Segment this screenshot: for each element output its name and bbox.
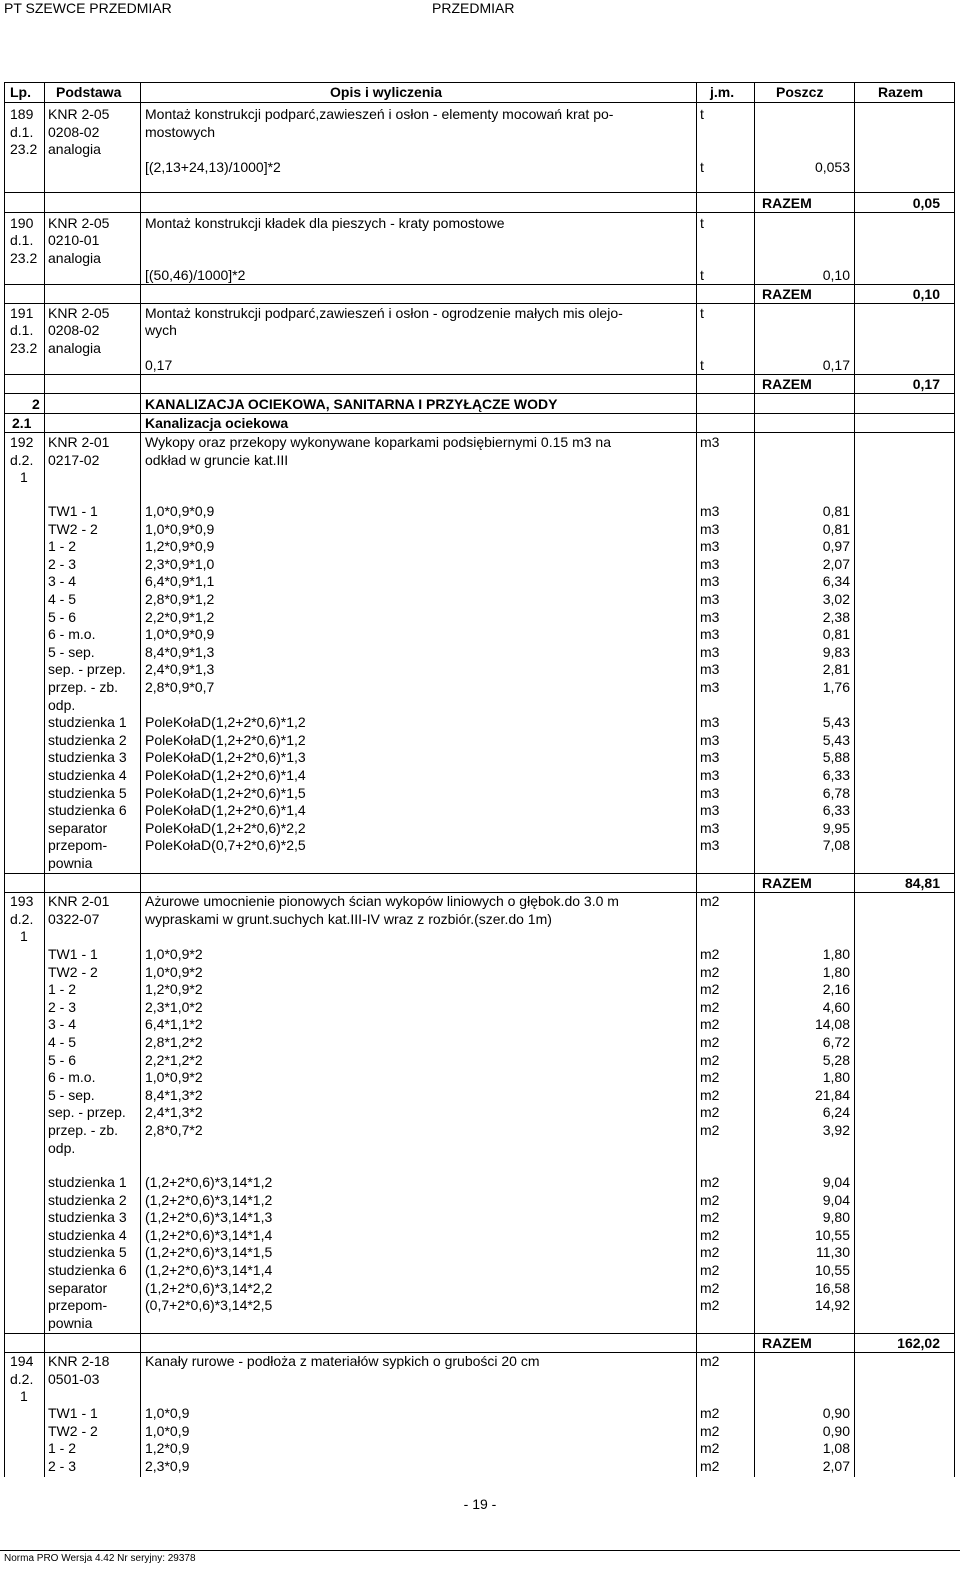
rule <box>4 303 955 304</box>
row-value: 7,08 <box>822 837 850 854</box>
row-value: 2,16 <box>822 981 850 998</box>
row-label: studzienka 4 <box>48 1226 127 1243</box>
row-formula: 1,0*0,9*0,9 <box>145 626 215 643</box>
row-formula: 8,4*1,3*2 <box>145 1086 203 1103</box>
opis: odkład w gruncie kat.III <box>145 452 289 468</box>
podstawa: 0501-03 <box>48 1371 100 1387</box>
razem-value: 84,81 <box>904 875 940 891</box>
jm: m2 <box>700 893 720 909</box>
calc-unit: t <box>700 267 704 283</box>
rule <box>4 374 955 375</box>
lp: 23.2 <box>10 250 38 266</box>
page-number: - 19 - <box>463 1496 497 1512</box>
row-label: 1 - 2 <box>48 1440 77 1457</box>
page-header <box>0 0 960 17</box>
lp: 192 <box>10 434 34 450</box>
row-label: TW1 - 1 <box>48 503 98 519</box>
row-value: 1,80 <box>822 1069 850 1086</box>
row-unit: m2 <box>700 981 720 998</box>
lp: d.1. <box>10 232 34 248</box>
row-value: 2,81 <box>822 661 850 678</box>
row-value: 9,83 <box>822 643 850 660</box>
calc-unit: t <box>700 159 704 175</box>
row-label: studzienka 4 <box>48 767 127 783</box>
row-label: pownia <box>48 855 93 871</box>
row-value: 3,92 <box>822 1122 850 1138</box>
row-label: 6 - m.o. <box>48 1069 96 1086</box>
row-label: przep. - zb. <box>48 679 119 695</box>
row-label: TW2 - 2 <box>48 1422 98 1439</box>
row-unit: m2 <box>700 963 720 980</box>
row-unit: m3 <box>700 731 720 748</box>
razem-label: RAZEM <box>762 376 812 392</box>
row-unit: m2 <box>700 1034 720 1050</box>
row-value: 2,07 <box>822 1457 850 1474</box>
row-unit: m2 <box>700 1297 720 1314</box>
rule <box>44 82 45 1477</box>
row-value: 0,90 <box>822 1405 850 1421</box>
razem-value: 162,02 <box>897 1335 940 1351</box>
rule <box>0 1550 960 1551</box>
row-formula: PoleKołaD(1,2+2*0,6)*1,5 <box>145 784 306 801</box>
row-formula: 2,4*1,3*2 <box>145 1104 203 1121</box>
row-label: TW2 - 2 <box>48 520 98 537</box>
row-label: sep. - przep. <box>48 661 126 678</box>
row-formula: (1,2+2*0,6)*3,14*1,2 <box>145 1174 273 1190</box>
calc-formula: [(50,46)/1000]*2 <box>145 267 246 283</box>
opis: wypraskami w grunt.suchych kat.III-IV wraz z rozbiór.(szer.do 1m) <box>145 911 552 927</box>
jm: t <box>700 106 704 122</box>
razem-value: 0,17 <box>912 376 940 392</box>
row-formula: PoleKołaD(1,2+2*0,6)*1,4 <box>145 802 306 819</box>
row-unit: m2 <box>700 1174 720 1190</box>
row-label: TW1 - 1 <box>48 1405 98 1421</box>
row-formula: 8,4*0,9*1,3 <box>145 643 215 660</box>
row-label: odp. <box>48 696 76 713</box>
row-formula: (0,7+2*0,6)*3,14*2,5 <box>145 1297 273 1314</box>
row-unit: m3 <box>700 767 720 783</box>
row-label: studzienka 2 <box>48 1191 127 1208</box>
row-formula: (1,2+2*0,6)*3,14*1,4 <box>145 1262 273 1278</box>
row-label: studzienka 2 <box>48 731 127 748</box>
row-unit: m3 <box>700 679 720 695</box>
podstawa: 0322-07 <box>48 911 100 927</box>
subsection-title: Kanalizacja ociekowa <box>145 415 289 431</box>
row-value: 6,72 <box>822 1034 850 1050</box>
row-formula: PoleKołaD(1,2+2*0,6)*2,2 <box>145 819 306 836</box>
row-unit: m3 <box>700 555 720 572</box>
row-value: 21,84 <box>814 1086 850 1103</box>
rule <box>4 1333 955 1334</box>
col-podstawa: Podstawa <box>56 84 122 100</box>
row-formula: PoleKołaD(0,7+2*0,6)*2,5 <box>145 837 306 854</box>
row-value: 6,24 <box>822 1104 850 1121</box>
podstawa: KNR 2-18 <box>48 1353 110 1369</box>
row-unit: m2 <box>700 1191 720 1208</box>
row-label: studzienka 3 <box>48 749 127 766</box>
rule <box>4 82 955 83</box>
podstawa: analogia <box>48 250 101 266</box>
row-unit: m2 <box>700 1104 720 1121</box>
row-label: separator <box>48 1279 108 1296</box>
row-unit: m2 <box>700 1440 720 1457</box>
row-formula: 2,3*0,9*1,0 <box>145 555 215 572</box>
lp: 194 <box>10 1353 34 1369</box>
rule <box>4 413 955 414</box>
opis: Ażurowe umocnienie pionowych ścian wykopów liniowych o głębok.do 3.0 m <box>145 893 619 909</box>
row-formula: PoleKołaD(1,2+2*0,6)*1,4 <box>145 767 306 783</box>
row-label: 5 - 6 <box>48 608 77 625</box>
row-label: studzienka 1 <box>48 1174 127 1190</box>
row-formula: 1,0*0,9 <box>145 1405 190 1421</box>
calc-value: 0,10 <box>822 267 850 283</box>
row-formula: 1,0*0,9*2 <box>145 963 203 980</box>
row-formula: 2,3*0,9 <box>145 1457 190 1474</box>
row-formula: PoleKołaD(1,2+2*0,6)*1,3 <box>145 749 306 766</box>
opis: wych <box>145 322 177 338</box>
subsection-number: 2.1 <box>12 415 32 431</box>
lp: 189 <box>10 106 34 122</box>
podstawa: KNR 2-05 <box>48 215 110 231</box>
row-unit: m2 <box>700 1262 720 1278</box>
row-label: 5 - 6 <box>48 1051 77 1068</box>
row-formula: PoleKołaD(1,2+2*0,6)*1,2 <box>145 714 306 731</box>
row-label: 3 - 4 <box>48 573 77 590</box>
razem-value: 0,10 <box>912 286 940 302</box>
razem-label: RAZEM <box>762 875 812 891</box>
row-value: 10,55 <box>814 1226 850 1243</box>
software-note: Norma PRO Wersja 4.42 Nr seryjny: 29378 <box>4 1553 196 1564</box>
podstawa: 0217-02 <box>48 452 100 468</box>
lp: d.2. <box>10 452 34 468</box>
row-formula: 2,4*0,9*1,3 <box>145 661 215 678</box>
rule <box>696 82 697 1477</box>
lp: 23.2 <box>10 340 38 356</box>
opis: Montaż konstrukcji podparć,zawieszeń i osłon - elementy mocowań krat po- <box>145 106 614 122</box>
row-unit: m2 <box>700 1209 720 1226</box>
opis: Montaż konstrukcji podparć,zawieszeń i osłon - ogrodzenie małych mis olejo- <box>145 305 623 321</box>
row-value: 1,80 <box>822 963 850 980</box>
row-label: sep. - przep. <box>48 1104 126 1121</box>
row-unit: m3 <box>700 661 720 678</box>
row-value: 2,07 <box>822 555 850 572</box>
row-label: studzienka 6 <box>48 1262 127 1278</box>
rule <box>4 192 955 193</box>
row-formula: 2,8*1,2*2 <box>145 1034 203 1050</box>
row-formula: 2,8*0,9*1,2 <box>145 591 215 607</box>
row-formula: 2,2*0,9*1,2 <box>145 608 215 625</box>
row-formula: 2,2*1,2*2 <box>145 1051 203 1068</box>
row-value: 0,81 <box>822 503 850 519</box>
razem-label: RAZEM <box>762 286 812 302</box>
jm: m2 <box>700 1353 720 1369</box>
row-unit: m2 <box>700 1016 720 1033</box>
row-formula: 2,8*0,7*2 <box>145 1122 203 1138</box>
row-value: 5,43 <box>822 714 850 731</box>
row-unit: m2 <box>700 998 720 1015</box>
row-label: przep. - zb. <box>48 1122 119 1138</box>
row-unit: m3 <box>700 520 720 537</box>
row-label: studzienka 5 <box>48 1244 127 1261</box>
col-lp: Lp. <box>10 84 31 100</box>
row-label: 5 - sep. <box>48 643 95 660</box>
row-unit: m3 <box>700 784 720 801</box>
lp: 1 <box>20 928 28 944</box>
section-number: 2 <box>32 396 40 412</box>
row-unit: m2 <box>700 1051 720 1068</box>
row-formula: (1,2+2*0,6)*3,14*1,3 <box>145 1209 273 1226</box>
row-label: 2 - 3 <box>48 998 77 1015</box>
row-value: 0,90 <box>822 1422 850 1439</box>
row-value: 0,97 <box>822 538 850 555</box>
calc-value: 0,053 <box>814 159 850 175</box>
row-value: 1,80 <box>822 946 850 962</box>
rule <box>4 873 955 874</box>
row-value: 9,04 <box>822 1174 850 1190</box>
rule <box>854 82 855 1477</box>
podstawa: 0208-02 <box>48 124 100 140</box>
jm: m3 <box>700 434 720 450</box>
row-formula: 6,4*0,9*1,1 <box>145 573 215 590</box>
row-unit: m3 <box>700 837 720 854</box>
col-opis: Opis i wyliczenia <box>330 84 443 100</box>
calc-formula: 0,17 <box>145 357 173 373</box>
col-poszcz: Poszcz <box>776 84 824 100</box>
row-formula: (1,2+2*0,6)*3,14*1,5 <box>145 1244 273 1261</box>
lp: 1 <box>20 1388 28 1404</box>
lp: 190 <box>10 215 34 231</box>
row-label: 1 - 2 <box>48 981 77 998</box>
row-formula: (1,2+2*0,6)*3,14*1,2 <box>145 1191 273 1208</box>
podstawa: KNR 2-05 <box>48 305 110 321</box>
row-unit: m3 <box>700 538 720 555</box>
razem-label: RAZEM <box>762 195 812 211</box>
podstawa: KNR 2-01 <box>48 434 110 450</box>
row-label: 2 - 3 <box>48 1457 77 1474</box>
row-value: 6,78 <box>822 784 850 801</box>
row-unit: m3 <box>700 626 720 643</box>
opis: Kanały rurowe - podłoża z materiałów sypkich o grubości 20 cm <box>145 1353 540 1369</box>
rule <box>954 82 955 1477</box>
lp: 1 <box>20 469 28 485</box>
razem-value: 0,05 <box>912 195 940 211</box>
row-unit: m3 <box>700 643 720 660</box>
row-value: 1,76 <box>822 679 850 695</box>
row-value: 0,81 <box>822 520 850 537</box>
row-label: przepom- <box>48 1297 108 1314</box>
row-formula: 1,2*0,9*0,9 <box>145 538 215 555</box>
row-formula: 2,8*0,9*0,7 <box>145 679 215 695</box>
row-value: 5,28 <box>822 1051 850 1068</box>
col-razem: Razem <box>878 84 924 100</box>
row-unit: m3 <box>700 819 720 836</box>
podstawa: analogia <box>48 141 101 157</box>
row-value: 4,60 <box>822 998 850 1015</box>
row-label: 3 - 4 <box>48 1016 77 1033</box>
row-unit: m2 <box>700 1226 720 1243</box>
row-unit: m3 <box>700 714 720 731</box>
podstawa: KNR 2-01 <box>48 893 110 909</box>
row-unit: m2 <box>700 1405 720 1421</box>
podstawa: analogia <box>48 340 101 356</box>
row-label: 1 - 2 <box>48 538 77 555</box>
row-unit: m2 <box>700 1244 720 1261</box>
row-formula: 2,3*1,0*2 <box>145 998 203 1015</box>
row-label: TW2 - 2 <box>48 963 98 980</box>
row-unit: m2 <box>700 1457 720 1474</box>
rule <box>4 432 955 433</box>
jm: t <box>700 215 704 231</box>
rule <box>140 82 141 1477</box>
opis: Wykopy oraz przekopy wykonywane koparkami podsiębiernymi 0.15 m3 na <box>145 434 611 450</box>
rule <box>754 82 755 1477</box>
row-unit: m2 <box>700 1069 720 1086</box>
row-unit: m3 <box>700 608 720 625</box>
row-formula: 1,0*0,9*2 <box>145 1069 203 1086</box>
row-formula: 6,4*1,1*2 <box>145 1016 203 1033</box>
row-formula: PoleKołaD(1,2+2*0,6)*1,2 <box>145 731 306 748</box>
row-label: 6 - m.o. <box>48 626 96 643</box>
row-label: 4 - 5 <box>48 1034 77 1050</box>
row-value: 1,08 <box>822 1440 850 1457</box>
row-value: 14,92 <box>814 1297 850 1314</box>
row-unit: m3 <box>700 503 720 519</box>
row-value: 11,30 <box>816 1244 850 1261</box>
row-label: odp. <box>48 1139 76 1156</box>
row-formula: (1,2+2*0,6)*3,14*2,2 <box>145 1279 273 1296</box>
row-formula: 1,2*0,9 <box>145 1440 190 1457</box>
row-value: 9,80 <box>822 1209 850 1226</box>
row-formula: 1,0*0,9*2 <box>145 946 203 962</box>
jm: t <box>700 305 704 321</box>
lp: d.1. <box>10 124 34 140</box>
row-label: studzienka 1 <box>48 714 127 731</box>
row-label: pownia <box>48 1314 93 1331</box>
row-label: 5 - sep. <box>48 1086 95 1103</box>
row-formula: (1,2+2*0,6)*3,14*1,4 <box>145 1226 273 1243</box>
calc-unit: t <box>700 357 704 373</box>
row-label: separator <box>48 819 108 836</box>
row-value: 6,34 <box>822 573 850 590</box>
lp: 23.2 <box>10 141 38 157</box>
rule <box>4 82 5 1477</box>
row-unit: m2 <box>700 1122 720 1138</box>
row-value: 10,55 <box>814 1262 850 1278</box>
row-unit: m2 <box>700 1279 720 1296</box>
podstawa: 0208-02 <box>48 322 100 338</box>
row-unit: m2 <box>700 1086 720 1103</box>
row-label: przepom- <box>48 837 108 854</box>
col-jm: j.m. <box>710 84 735 100</box>
lp: d.2. <box>10 911 34 927</box>
header-project: PT SZEWCE PRZEDMIAR <box>4 0 172 16</box>
rule <box>4 102 955 103</box>
podstawa: 0210-01 <box>48 232 100 248</box>
row-unit: m2 <box>700 946 720 962</box>
row-formula: 1,0*0,9 <box>145 1422 190 1439</box>
row-label: studzienka 5 <box>48 784 127 801</box>
podstawa: KNR 2-05 <box>48 106 110 122</box>
row-formula: 1,2*0,9*2 <box>145 981 203 998</box>
lp: 191 <box>10 305 34 321</box>
row-label: studzienka 6 <box>48 802 127 819</box>
header-doc-type: PRZEDMIAR <box>432 0 515 16</box>
row-value: 5,88 <box>822 749 850 766</box>
row-value: 9,04 <box>822 1191 850 1208</box>
row-unit: m3 <box>700 591 720 607</box>
row-unit: m3 <box>700 573 720 590</box>
calc-value: 0,17 <box>822 357 850 373</box>
section-title: KANALIZACJA OCIEKOWA, SANITARNA I PRZYŁĄCZE WODY <box>145 396 558 412</box>
row-value: 16,58 <box>814 1279 850 1296</box>
row-unit: m2 <box>700 1422 720 1439</box>
row-formula: 1,0*0,9*0,9 <box>145 520 215 537</box>
row-value: 6,33 <box>822 767 850 783</box>
razem-label: RAZEM <box>762 1335 812 1351</box>
row-value: 5,43 <box>822 731 850 748</box>
rule <box>4 212 955 213</box>
lp: d.2. <box>10 1371 34 1387</box>
rule <box>4 284 955 285</box>
row-value: 6,33 <box>822 802 850 819</box>
row-value: 0,81 <box>822 626 850 643</box>
row-unit: m3 <box>700 802 720 819</box>
opis: Montaż konstrukcji kładek dla pieszych - kraty pomostowe <box>145 215 505 231</box>
row-value: 9,95 <box>822 819 850 836</box>
row-value: 3,02 <box>822 591 850 607</box>
lp: 193 <box>10 893 34 909</box>
row-label: TW1 - 1 <box>48 946 98 962</box>
calc-formula: [(2,13+24,13)/1000]*2 <box>145 159 281 175</box>
row-value: 2,38 <box>822 608 850 625</box>
lp: d.1. <box>10 322 34 338</box>
row-label: studzienka 3 <box>48 1209 127 1226</box>
row-label: 4 - 5 <box>48 591 77 607</box>
rule <box>4 393 955 394</box>
row-value: 14,08 <box>814 1016 850 1033</box>
row-label: 2 - 3 <box>48 555 77 572</box>
row-formula: 1,0*0,9*0,9 <box>145 503 215 519</box>
opis: mostowych <box>145 124 216 140</box>
row-unit: m3 <box>700 749 720 766</box>
